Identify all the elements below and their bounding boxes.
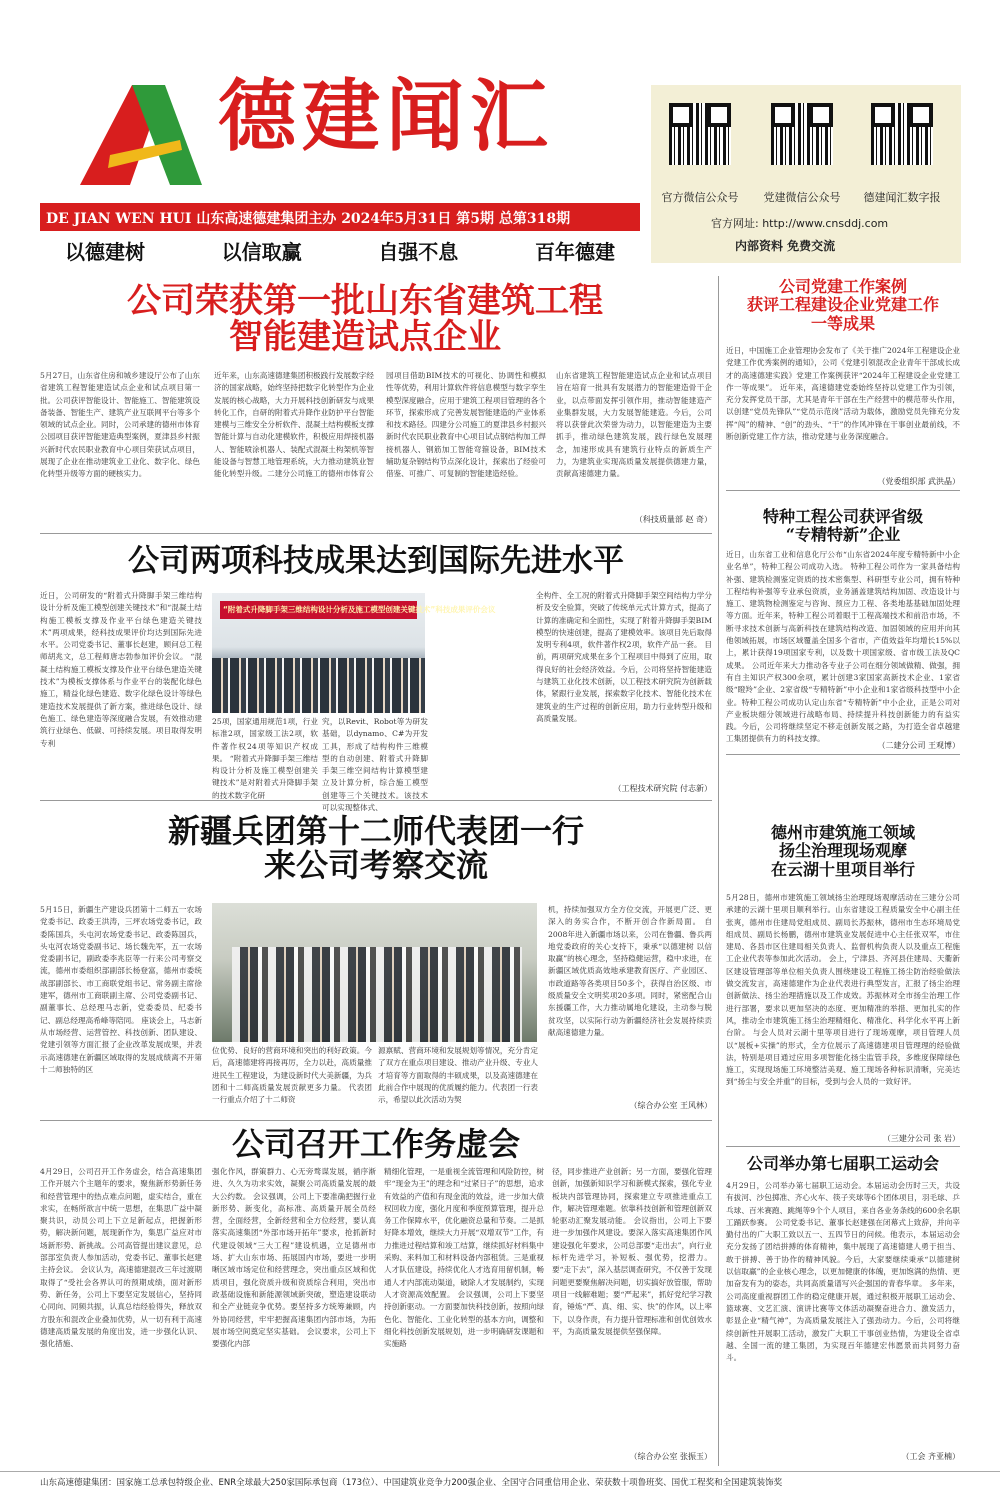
headline-a4: 公司召开工作务虚会 bbox=[231, 1125, 520, 1163]
qr-code-panel bbox=[651, 85, 961, 263]
article-a1-col2: 近年来，山东高速德建集团积极践行发展数字经济的国家战略，始终坚持把数字化转型作为企业发展的核心战略，大力开展科技创新研发与成果转化工作，自研的附着式升降作业防护平台智能建模与三维安全分析软件、混凝土结构模板支撑智能计算与自动化建模软件，积极应用焊接机器人、智能喷涂机器人、装配式混凝土构架机等智能设备与智慧工地管理系统，大力推动建筑业智能化转型升级。二建分公司施工的德州市体育公 bbox=[214, 371, 374, 479]
byline: （工程技术研究院 付志新） bbox=[613, 784, 712, 793]
qr-code-official-wechat[interactable] bbox=[669, 103, 731, 165]
article-a4-col2: 强化作风，群策群力、心无旁骛谋发展，循序渐进、久久为功求实效，凝聚公司高质量发展的最大公约数。 会议强调，公司上下要准确把握行业新形势、新变化，高标准、高质量开展全员经营，全面经营，全新经营和全方位经营，要认真落实高速集团“外部市场开拓年”要求，抢抓新时代建设领域“三大工程”建设机遇，立足德州市场、扩大山东市场、拓展国内市场，要进一步明晰区域市场定位和经营理念，突出重点区域和优质项目，强化资质升级和资质综合利用，突出市政基础设施和新能源领域新突破，塑造建设联动和全产业链竞争优势。要坚持多方统筹兼顾，内外协同经营，牢牢把握高速集团内部市场，为拓展市场空间奠定坚实基础。 会议要求，公司上下要强化内部 bbox=[212, 1167, 376, 1349]
sidebar-headline-s4: 公司举办第七届职工运动会 bbox=[746, 1154, 939, 1173]
masthead-title: 德建闻汇 bbox=[218, 71, 555, 162]
headline-a3 bbox=[40, 812, 712, 884]
article-a1-col1: 5月27日，山东省住房和城乡建设厅公布了山东省建筑工程智能建造试点企业和试点项目第一批。公司获评智能设计、智能施工、智能建筑设备装备、智能生产、建筑产业互联网平台等多个领域的试点企业。同时，公司承建的德州市体育公园项目获评智能建造典型案例，夏津县乡村振兴新时代农民职业教育中心项目荣获试点项目，展现了企业在推动建筑业工业化、数字化、绿色化转型升级等方面的硬核实力。 bbox=[40, 371, 200, 479]
photo-banner: “附着式升降脚手架三维结构设计分析及施工模型创建关键技术”科技成果评价会议 bbox=[220, 601, 417, 619]
article-a3-col3: 源禀赋、营商环境和发展规划等情况，充分肯定了双方在重点项目建设、推动产业升级、专业人才培育等方面取得的丰硕成果，以及高速德建在此前合作中展现的优质履约能力。代表团一行表示，希望以此次活动为契 bbox=[378, 1046, 538, 1105]
headline-line: 新疆兵团第十二师代表团一行 bbox=[167, 812, 584, 850]
headline-line: 来公司考察交流 bbox=[263, 845, 488, 884]
byline: （二建分公司 王观博） bbox=[877, 741, 960, 750]
byline: （三建分公司 张 岩） bbox=[882, 1134, 960, 1143]
article-a3-col2: 位优势、良好的营商环境和突出的利好政策。今后，高速德建将再接再厉，全力以赴，高质量推进民生工程建设，为建设新时代大美新疆，为兵团和十二师高质量发展贡献更多力量。 代表团一行重点介绍了十二师资 bbox=[212, 1046, 372, 1105]
article-a2-col4: 全构件、全工况的附着式升降脚手架空间结构力学分析及安全验算，突破了传统单元式计算方式，提高了计算的准确定和全面性，实现了附着升降脚手架BIM模型的快速创建，提高了建模效率。该项目先后取得发明专利4项，软件著作权2项，软件产品一套。 目前，两项研究成果在多个工程项目中得到了应用，取得良好的社会经济效益。今后，公司将坚持智能建造与建筑工业化技术创新，以工程技术研究院为创新载体，紧跟行业发展，探索数字化技术、智能化技术在建筑业的生产过程的创新应用，助力行业转型升级和高质量发展。 bbox=[536, 591, 712, 723]
article-a2-col1: 近日，公司研发的“附着式升降脚手架三维结构设计分析及施工模型创建关键技术”和“混凝土结构施工模板支撑及作业平台绿色建造关键技术”两项成果，经科技成果评价均达到国际先进水平。公司党委书记、董事长赵建，顾问总工程师胡兆文，总工程师唐志勃参加评价会议。 “混凝土结构施工模板支撑及作业平台绿色建造关键技术”为模板支撑体系与作业平台的装配化绿色施工，精益化绿色建造、数字化绿色设计等绿色建造技术发展提供了新方案，推进绿色设计、绿色施工、绿色建造等深度融合发展，有效推动建筑行业绿色、低碳、可持续发展。项目取得发明专利 bbox=[40, 591, 202, 748]
qr-label: 党建微信公众号 bbox=[763, 191, 841, 204]
headline-line: 公司荣获第一批山东省建筑工程 bbox=[127, 281, 603, 321]
sidebar-s3-body: 5月28日，德州市建筑施工领域扬尘治理现场观摩活动在三建分公司承建的云湖十里项目顺利举行。山东省建设工程质量安全中心副主任张爽，德州市住建局党组成员、副局长苏振林，德州市生态环境局党组成员、副局长杨鹏，德州市建筑业发展促进中心主任张双军，市住建局、各县市区住建局相关负责人、监督机构负责人以及重点工程施工企业代表等参加此次活动。 会上，宁津县、齐河县住建局、天衢新区建设管理部等单位相关负责人围绕建设工程施工扬尘防治经验做法做交流发言，高速德建作为企业代表进行典型发言，汇报了扬尘治理创新做法、扬尘治理措施以及工作成效。苏振林对全市扬尘治理工作进行部署，要求以更加坚决的态度、更加精准的举措、更加扎实的作风，推动全市建筑施工扬尘治理精细化、精准化、科学化水平再上新台阶。 与会人员对云湖十里等项目进行了现场观摩，项目管理人员以“展板+实操”的形式，全方位展示了高速德建项目管理理的经验做法，特别是项目通过应用多项智能化扬尘监管手段，多维度保障绿色施工，实现现场施工环境整洁美观、施工现场各种标识清晰，完美达到“扬尘与安全并重”的目标，受到与会人员的一致好评。 bbox=[726, 893, 960, 1087]
company-logo bbox=[70, 80, 210, 190]
sidebar-s2-body: 近日，山东省工业和信息化厅公布“山东省2024年度专精特新中小企业名单”，特种工程公司成功入选。 特种工程公司作为一家具备结构补强、建筑检测鉴定资质的技术密集型、科研型专业公司，拥有特种工程结构补强等专业承包资质，业务涵盖建筑结构加固、改造设计与施工、建筑物检测鉴定与咨询、预应力工程、各类地基基础加固处理等方面。近年来，特种工程公司着眼于工程高端技术和前沿市场，不断寻求技术创新与高新科技在建筑结构改造、加固领域的应用并向其他领域拓展，市场区域覆盖全国多个省市，产值效益年均增长15%以上，累计获得19项国家专利，以及数十项国家级、省市级工法及QC成果。 公司近年来大力推动各专业子公司在细分领域做精、做强，拥有自主知识产权300余项，累计创建3家国家高新技术企业、1家省级“瞪羚”企业、2家省级“专精特新”中小企业和1家省级科技型中小企业。特种工程公司成功认定山东省“专精特新”中小企业，正是公司对产业板块细分领域进行战略布局、持续提升科技创新能力的有益实践。今后，公司将继续坚定不移走创新发展之路，为打造全省卓越建工集团提供有力的科技支撑。 bbox=[726, 550, 960, 744]
slogans bbox=[40, 236, 640, 266]
slogan: 以德建树 bbox=[65, 240, 145, 264]
byline: （综合办公室 张振玉） bbox=[629, 1452, 712, 1461]
column-divider bbox=[718, 276, 719, 1466]
byline: （科技质量部 赵 奇） bbox=[634, 515, 712, 524]
headline-a1 bbox=[40, 281, 690, 357]
sidebar-s1-body: 近日，中国施工企业管理协会发布了《关于推广2024年工程建设企业党建工作优秀案例的通知》，公司《党建引领混改企业青年干部成长成才的高速德建实践》党建工作案例获评“2024年工程建设企业党建工作一等成果”。 近年来，高速德建党委始终坚持以党建工作为引领，充分发挥党员干部，尤其是青年干部在生产经营中的模范带头作用，以创建“党员先锋队”“党员示范岗”活动为载体，激励党员先锋充分发挥“闯”的精神、“创”的劲头、“干”的作风冲锋在干事创业最前线，不断创新党建工作方法，推动党建与业务深度融合。 bbox=[726, 346, 960, 442]
byline: （党委组织部 武洪晶） bbox=[877, 477, 960, 486]
article-a3-col4: 机，持续加强双方全方位交流，开展更广泛、更深入的务实合作，不断开创合作新局面。 自2008年进入新疆市场以来，公司在鲁疆、鲁兵两地党委政府的关心支持下，秉承“以德建树 以信取赢”的核心理念，坚持稳健运营，稳中求进，在新疆区域优质高效地承建教育医疗、产业园区、市政道路等各类项目50多个，获得自治区级、市级质量安全文明奖项20多项。同时，紧密配合山东援疆工作，大力推动属地化建设，主动参与脱贫攻坚，以实际行动为新疆经济社会发展持续贡献高速德建力量。 bbox=[548, 905, 712, 1037]
article-a4-col4: 径，同步推进产业创新；另一方面，要强化管理创新，加强新知识学习和新模式探索，强化专业板块内部管理协同，探索建立专项推进重点工作，解决管理难题。依靠科技创新和管理创新双轮驱动汇聚发展动能。 会议指出，公司上下要进一步加强作风建设。要深入落实高速集团作风建设强化年要求，公司总部要“走出去”，向行业标杆先进学习，补短板、强优势，挖潜力。要“走下去”，深入基层调查研究，不仅善于发现问题更要聚焦解决问题，切实搞好放管服，帮助项目一线解难题；要“严起来”，抓好党纪学习教育，锤炼“严、真、细、实、快”的作风，以上率下，以身作责，有力提升管理标准和创优创效水平，为高质量发展提供坚强保障。 bbox=[552, 1167, 712, 1336]
slogan: 百年德建 bbox=[534, 240, 615, 264]
sidebar-headline-s3: 德州市建筑施工领域 扬尘治理现场观摩 在云湖十里项目举行 bbox=[770, 823, 915, 879]
article-a4-col3: 精细化管理，一是重视全流管理和风险防控，树牢“现金为王”的理念和“过紧日子”的思想，追求有效益的产值和有现金流的效益，进一步加大债权回收力度，强化月度和季度预算管理，提升总务工作保障水平，优化融资总量和节奏。二是抓好降本增效，继续大力开展“双增双节”工作，有力推进过程结算和竣工结算，继续抓好材料集中采购、来料加工和材料设备内部租赁。三是重视人才队伍建设，持续优化人才选育用留机制，畅通人才内部流动渠道，破除人才发展制约，实现人才资源高效配置。 会议强调，公司上下要坚持创新驱动。一方面要加快科技创新，按照向绿色化、智能化、工业化转型的基本方向，调整和细化科技创新发展规划，进一步明确研发课题和实施路 bbox=[384, 1167, 544, 1349]
article-a3-col1: 5月15日，新疆生产建设兵团第十二师五一农场党委书记、政委王洪涛，三坪农场党委书记，政委陈国兵，头屯河农场党委书记、政委陈国兵，头屯河农场党委副书记、场长魏先军，五一农场党委副书记，副政委李兆臣等一行来公司考察交流，德州市委组织部副部长杨登富，德州市委统战部副部长、市工商联党组书记、常务副主席徐建军，德州市工商联副主席、公司党委副书记、副董事长、总经理马志新，党委委员、纪委书记、副总经理高希峰等陪同。 座谈会上，马志新从市场经营、运营管控、科技创新、团队建设、党建引领等方面汇报了企业改革发展成果，并表示高速德建在新疆区域取得的发展成绩离不开第十二师独特的区 bbox=[40, 905, 202, 1074]
slogan: 以信取赢 bbox=[221, 240, 302, 264]
article-a2-col2: 25项，国家通用规范1项，行业标准2项，国家级工法2项，软件著作权24项等知识产权成果。 “附着式升降脚手架三维结构设计分析及施工模型创建关键技术”是对附着式升降脚手架的技术数字化研 bbox=[212, 717, 318, 800]
meeting-photo bbox=[212, 593, 496, 713]
website-link[interactable]: 官方网址: http://www.cnsddj.com bbox=[711, 217, 889, 230]
qr-label: 官方微信公众号 bbox=[661, 191, 739, 204]
section-divider bbox=[40, 800, 712, 801]
attendees bbox=[212, 658, 425, 713]
masthead-info-bar: DE JIAN WEN HUI 山东高速德建集团主办 2024年5月31日 第5期 总第318期 bbox=[40, 203, 640, 231]
article-a4-col1: 4月29日，公司召开工作务虚会，结合高速集团工作开展六个主题年的要求，聚焦新形势新任务和经营管理中的热点难点问题，虚实结合，重在求实，在畅所欲言中统一思想，在集思广益中凝聚共识，动员公司上下立足新起点，把握新形势，解决新问题，展现新作为，集思广益应对市场新形势、新挑战。公司高管提出建议意见，总部部室负责人参加活动，党委书记、董事长赵建主持会议。 会议认为，高速德建混改三年过渡期取得了“受社会各界认可的预期成绩，面对新形势、新任务，公司上下要坚定发展信心，坚持同心同向、同频共振，认真总结经验得失，释放双方股东和混改企业叠加优势，从一切有利于高速德建高质量发展的角度出发，进一步强化认识、强化措施、 bbox=[40, 1167, 202, 1349]
section-divider bbox=[726, 1146, 960, 1147]
section-divider bbox=[40, 533, 712, 534]
article-a1-col3: 园项目借助BIM技术的可视化、协调性和模拟性等优势，利用计算软件将信息模型与数字孪生模型深度融合，应用于建筑工程项目管理的各个环节，探索形成了完善发展智能建造的产业体系和技术路径。四建分公司施工的夏津县乡村振兴新时代农民职业教育中心项目试点钢结构加工焊接机器人、钢筋加工智能弯箍设备，BIM技术辅助复杂钢结构节点深化设计，探索出了经验可借鉴、可推广、可复制的智能建造经验。 bbox=[386, 371, 546, 479]
section-divider bbox=[726, 490, 960, 491]
visit-photo bbox=[212, 903, 537, 1042]
headline-a2: 公司两项科技成果达到国际先进水平 bbox=[128, 543, 624, 579]
sidebar-s4-body: 4月29日，公司举办第七届职工运动会。本届运动会历时三天，共设有拔河、沙包掷准、齐心火车、筷子夹球等6个团体项目，羽毛球、乒乓球、百米赛跑、跳绳等9个个人项目，来自各业务条线的600余名职工踊跃参赛。 公司党委书记、董事长赵建强在闭幕式上致辞，并向辛勤付出的广大职工致以五一、五四节日的问候。他表示，本届运动会充分发扬了团结拼搏的体育精神，集中展现了高速德建人勇于担当、敢于拼搏、善于协作的精神风貌。今后，大家要继续秉承“以德建树 以信取赢”的企业核心理念，以更加健康的体魄，更加饱满的热情、更加奋发有为的姿态，共同高质量谱写兴企强国的青春华章。 多年来，公司高度重视群团工作的稳定健康开展，通过积极开展职工运动会、篮球赛、文艺汇演、演讲比赛等文体活动凝聚奋进合力、激发活力，彰显企业“精气神”，为高质量发展注入了强劲动力。今后，公司将继续创新性开展职工活动，激发广大职工干事创业热情，为建设全省卓越、全国一流的建工集团，为实现百年德建宏伟愿景而共同努力奋斗。 bbox=[726, 1181, 960, 1363]
section-divider bbox=[40, 1120, 712, 1121]
sidebar-headline-s2: 特种工程公司获评省级 “专精特新”企业 bbox=[762, 507, 923, 545]
delegation bbox=[232, 947, 522, 1042]
section-divider bbox=[726, 754, 960, 755]
qr-label: 德建闻汇数字报 bbox=[863, 191, 941, 204]
qr-code-digital-paper[interactable] bbox=[871, 103, 933, 165]
internal-notice: 内部资料 免费交流 bbox=[735, 239, 836, 253]
sidebar-headline-s1: 公司党建工作案例 获评工程建设企业党建工作 一等成果 bbox=[746, 277, 939, 333]
slogan: 自强不息 bbox=[378, 240, 459, 264]
article-a2-col3: 究，以Revit、Robot等为研发基础，以dynamo、C#为开发工具，形成了结构构件三维模型的自动创建、附着式升降脚手架三维空间结构计算模型建立及计算分析，综合施工模型创建等三个关键技术。该技术可以实现整体式、 bbox=[322, 717, 428, 813]
byline: （工会 齐亚楠） bbox=[901, 1452, 960, 1461]
headline-line: 智能建造试点企业 bbox=[229, 316, 501, 357]
byline: （综合办公室 王风林） bbox=[629, 1101, 712, 1110]
footer-company-profile: 山东高速德建集团：国家施工总承包特级企业、ENR全球最大250家国际承包商（173位）、中国建筑业竞争力200强企业、全国守合同重信用企业、荣获数十项鲁班奖、国优工程奖和全国建筑装饰奖 bbox=[0, 1471, 1000, 1489]
qr-code-party-wechat[interactable] bbox=[771, 103, 833, 165]
article-a1-col4: 山东省建筑工程智能建造试点企业和试点项目旨在培育一批具有发展潜力的智能建造骨干企业，以点带面发挥引领作用，推动智能建造产业集群发展，大力发展智能建造。今后，公司将以获誉此次荣誉为动力，以智能建造为主要抓手，推动绿色建筑发展，践行绿色发展理念，加速形成具有建筑行业特点的新质生产力，为建筑业实现高质量发展提供德建力量，贡献高速德建力量。 bbox=[556, 371, 712, 479]
